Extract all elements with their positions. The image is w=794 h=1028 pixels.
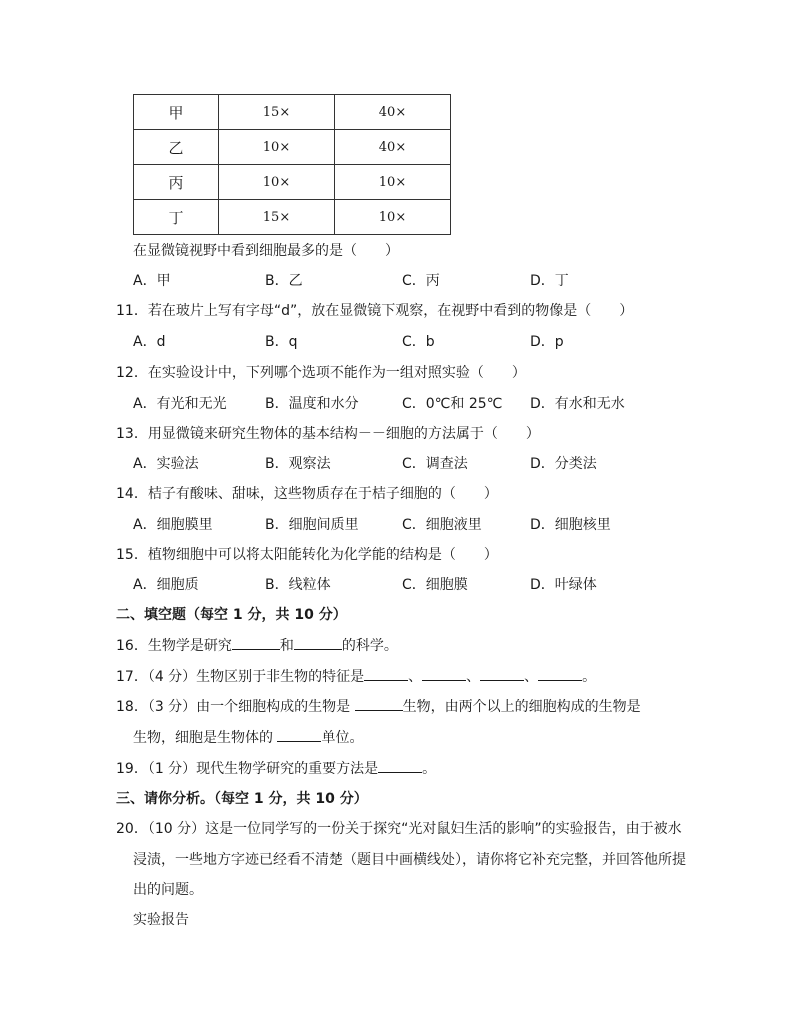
question-18-line-2 <box>133 727 363 747</box>
question-19 <box>116 758 436 778</box>
q12-option-c: C．0℃和 25℃ <box>402 396 503 412</box>
question-15-stem: 15．植物细胞中可以将太阳能转化为化学能的结构是（ ） <box>116 547 498 563</box>
q11-option-d: D．p <box>530 334 564 350</box>
q17-end: 。 <box>582 669 597 685</box>
q13-option-d: D．分类法 <box>530 456 597 472</box>
question-13-stem: 13．用显微镜来研究生物体的基本结构－－细胞的方法属于（ ） <box>116 426 540 442</box>
q15-option-a: A．细胞质 <box>133 577 199 593</box>
q10-option-d: D．丁 <box>530 273 569 289</box>
q13-option-a: A．实验法 <box>133 456 199 472</box>
q19-text: 19．（1 分）现代生物学研究的重要方法是 <box>116 761 379 777</box>
q12-option-a: A．有光和无光 <box>133 396 227 412</box>
section-3-heading: 三、请你分析。（每空 1 分，共 10 分） <box>116 791 368 807</box>
table-cell: 15× <box>219 95 335 130</box>
table-cell: 40× <box>335 95 451 130</box>
table-cell: 15× <box>219 200 335 235</box>
q18-text-b: 生物，由两个以上的细胞构成的生物是 <box>402 699 641 715</box>
q18-text-d: 单位。 <box>321 730 364 746</box>
answer-blank[interactable] <box>232 635 280 650</box>
q10-option-c: C．丙 <box>402 273 440 289</box>
q14-option-b: B．细胞间质里 <box>265 517 359 533</box>
q16-text-b: 和 <box>279 638 294 654</box>
q16-text-a: 16．生物学是研究 <box>116 638 232 654</box>
answer-blank[interactable] <box>355 696 403 711</box>
table-row <box>134 165 451 200</box>
experiment-report-label: 实验报告 <box>133 912 189 928</box>
question-10-stem: 在显微镜视野中看到细胞最多的是（ ） <box>133 243 399 259</box>
q16-text-c: 的科学。 <box>341 638 398 654</box>
table-cell: 10× <box>219 165 335 200</box>
table-cell: 丙 <box>134 165 219 200</box>
question-20-line-1: 20．（10 分）这是一位同学写的一份关于探究“光对鼠妇生活的影响”的实验报告，由于被水 <box>116 821 682 837</box>
q19-end: 。 <box>422 761 437 777</box>
answer-blank[interactable] <box>480 666 524 681</box>
table-row <box>134 95 451 130</box>
q15-option-b: B．线粒体 <box>265 577 331 593</box>
question-20-line-3: 出的问题。 <box>133 882 203 898</box>
q14-option-a: A．细胞膜里 <box>133 517 213 533</box>
q11-option-a: A．d <box>133 334 166 350</box>
q10-option-a: A．甲 <box>133 273 171 289</box>
table-cell: 丁 <box>134 200 219 235</box>
table-cell: 10× <box>335 165 451 200</box>
table-cell: 40× <box>335 130 451 165</box>
answer-blank[interactable] <box>422 666 466 681</box>
answer-blank[interactable] <box>378 758 422 773</box>
q14-option-c: C．细胞液里 <box>402 517 482 533</box>
q13-option-b: B．观察法 <box>265 456 331 472</box>
question-12-stem: 12．在实验设计中，下列哪个选项不能作为一组对照实验（ ） <box>116 365 526 381</box>
q18-text-c: 生物，细胞是生物体的 <box>133 730 278 746</box>
q12-option-d: D．有水和无水 <box>530 396 625 412</box>
question-20-line-2: 浸渍，一些地方字迹已经看不清楚（题目中画横线处），请你将它补充完整，并回答他所提 <box>133 852 686 868</box>
q15-option-c: C．细胞膜 <box>402 577 468 593</box>
answer-blank[interactable] <box>277 727 321 742</box>
question-14-stem: 14．桔子有酸味、甜味，这些物质存在于桔子细胞的（ ） <box>116 486 498 502</box>
question-16 <box>116 635 398 655</box>
q11-option-b: B．q <box>265 334 298 350</box>
table-cell: 乙 <box>134 130 219 165</box>
q14-option-d: D．细胞核里 <box>530 517 611 533</box>
table-cell: 10× <box>335 200 451 235</box>
question-11-stem: 11．若在玻片上写有字母“d”，放在显微镜下观察，在视野中看到的物像是（ ） <box>116 303 634 319</box>
magnification-table <box>133 94 451 235</box>
q17-separator: 、 <box>466 669 481 685</box>
q12-option-b: B．温度和水分 <box>265 396 359 412</box>
section-2-heading: 二、填空题（每空 1 分，共 10 分） <box>116 607 347 623</box>
q13-option-c: C．调查法 <box>402 456 468 472</box>
question-18-line-1 <box>116 696 641 716</box>
q15-option-d: D．叶绿体 <box>530 577 597 593</box>
q11-option-c: C．b <box>402 334 435 350</box>
table-cell: 甲 <box>134 95 219 130</box>
q18-text-a: 18．（3 分）由一个细胞构成的生物是 <box>116 699 355 715</box>
q17-text: 17．（4 分）生物区别于非生物的特征是 <box>116 669 365 685</box>
q17-separator: 、 <box>408 669 423 685</box>
q17-separator: 、 <box>524 669 539 685</box>
answer-blank[interactable] <box>294 635 342 650</box>
q10-option-b: B．乙 <box>265 273 303 289</box>
answer-blank[interactable] <box>538 666 582 681</box>
table-cell: 10× <box>219 130 335 165</box>
question-17 <box>116 666 596 686</box>
table-row <box>134 200 451 235</box>
answer-blank[interactable] <box>364 666 408 681</box>
table-row <box>134 130 451 165</box>
